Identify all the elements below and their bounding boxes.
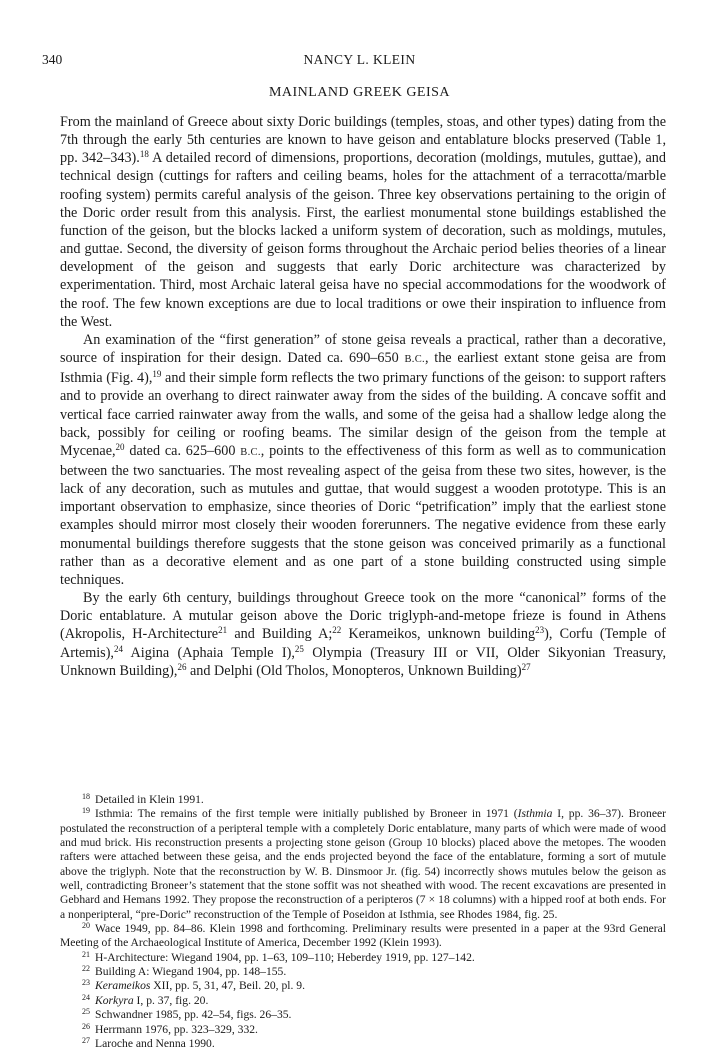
footnote-ref-18[interactable]: 18 bbox=[139, 149, 149, 160]
footnote-ref-22[interactable]: 22 bbox=[332, 625, 342, 636]
footnote-22: $^{22}$ Building A: Wiegand 1904, pp. 148–155. bbox=[82, 964, 287, 979]
footnote-23: $^{23}$ Kerameikos XII, pp. 5, 31, 47, Beil. 20, pl. 9. bbox=[82, 978, 305, 993]
footnote-20: $^{20}$ Wace 1949, pp. 84–86. Klein 1998 and forthcoming. Preliminary results were presented in a paper at the 93rd General Meeting of the Archaeological Institute of America, December 1992 (Klein 1993). bbox=[60, 921, 666, 950]
footnote-19: $^{19}$ Isthmia: The remains of the first temple were initially published by Broneer in 1971 (Isthmia I, pp. 36–37). Broneer postulated the reconstruction of a peripteral temple with a completely Doric entablature, many parts of which were made of wood and mud brick. His reconstruction presents a projecting stone geison (Group 10 blocks) placed above the metopes. The wooden rafters were attached between these geisa, and the ends projected beyond the face of the entablature, forming a sort of mutule above the triglyph. Note that the reconstruction by W. B. Dinsmoor Jr. (fig. 54) incorrectly shows mutules below the geison as well, contradicting Broneer’s statement that the stone soffit was not sheathed with wood. The recent excavations are presented in Gebhard and Hemans 1992. They propose the reconstruction of a peripteros (7 × 18 columns) with a hipped roof at both ends. For a nonperipteral, “pre-Doric” reconstruction of the Temple of Poseidon at Isthmia, see Rhodes 1984, fig. 25. bbox=[60, 806, 666, 921]
section-title: MAINLAND GREEK GEISA bbox=[268, 85, 451, 100]
running-author: NANCY L. KLEIN bbox=[303, 52, 416, 67]
footnote-ref-23[interactable]: 23 bbox=[535, 625, 545, 636]
footnote-ref-21[interactable]: 21 bbox=[218, 625, 228, 636]
footnote-ref-20[interactable]: 20 bbox=[115, 441, 125, 452]
footnote-ref-19[interactable]: 19 bbox=[152, 369, 162, 380]
paragraph-2: An examination of the “first generation” of stone geisa reveals a practical, rather than a decorative, source of inspiration for their design. Dated ca. 690–650 B.C., the earliest extant stone geisa are from Isthmia (Fig. 4),$^{19}$ and their simple form reflects the two primary functions of the geison: to support rafters and to provide an overhang to direct rainwater away from the sides of the building. A concave soffit and vertical face carried rainwater away from the walls, and some of the geisa had a shallow ledge along the back, possibly for ceiling or roofing beams. The similar design of the geison from the temple at Mycenae,$^{20}$ dated ca. 625–600 B.C., points to the effectiveness of this form as well as to communication between the two sanctuaries. The most revealing aspect of the geisa from these two sites, however, is the lack of any decoration, such as mutules and guttae, that would suggest a wooden prototype. This is an important observation to emphasize, since theories of Doric “petrification” imply that the earliest stone examples should mirror most closely their wooden forerunners. The negative evidence from these early monumental buildings therefore suggests that the stone geison was conceived primarily as a functional rather than as a decorative element and as one part of a stone building constructed using simple techniques. bbox=[60, 331, 666, 588]
footnote-24: $^{24}$ Korkyra I, p. 37, fig. 20. bbox=[82, 992, 209, 1007]
footnote-25: $^{25}$ Schwandner 1985, pp. 42–54, figs. 26–35. bbox=[82, 1007, 292, 1022]
footnote-ref-27[interactable]: 27 bbox=[521, 661, 531, 672]
body-text bbox=[60, 113, 666, 680]
footnote-ref-26[interactable]: 26 bbox=[177, 661, 187, 672]
paragraph-3: By the early 6th century, buildings throughout Greece took on the more “canonical” forms of the Doric entablature. A mutular geison above the Doric triglyph-and-metope frieze is found in Athens (Akropolis, H-Architecture$^{21}$ and Building A;$^{22}$ Kerameikos, unknown building$^{23}$), Corfu (Temple of Artemis),$^{24}$ Aigina (Aphaia Temple I),$^{25}$ Olympia (Treasury III or VII, Older Sikyonian Treasury, Unknown Building),$^{26}$ and Delphi (Old Tholos, Monopteros, Unknown Building)$^{27}$ bbox=[60, 590, 667, 679]
footnotes bbox=[60, 793, 666, 1051]
footnote-21: $^{21}$ H-Architecture: Wiegand 1904, pp. 1–63, 109–110; Heberdey 1919, pp. 127–142. bbox=[82, 949, 475, 964]
footnote-26: $^{26}$ Herrmann 1976, pp. 323–329, 332. bbox=[82, 1021, 258, 1036]
running-header bbox=[0, 52, 719, 72]
footnote-27: $^{27}$ Laroche and Nenna 1990. bbox=[82, 1035, 215, 1050]
footnote-ref-25[interactable]: 25 bbox=[294, 643, 304, 654]
footnote-ref-24[interactable]: 24 bbox=[113, 643, 123, 654]
paragraph-1: From the mainland of Greece about sixty Doric buildings (temples, stoas, and other types) dating from the 7th through the early 5th centuries are known to have geison and entablature blocks preserved (Table 1, pp. 342–343).$^{18}$ A detailed record of dimensions, proportions, decoration (moldings, mutules, guttae), and technical design (cuttings for rafters and ceiling beams, holes for the attachment of a terracotta/marble roofing system) permits careful analysis of the geison. Three key observations pertaining to the origin of the Doric order result from this analysis. First, the earliest monumental stone buildings established the function of the geison, but the blocks lacked a uniform system of decoration, such as moldings, mutules, and guttae. Second, the diversity of geison forms throughout the Archaic period belies theories of a linear development of the geison and suggests that early Doric architecture was characterized by experimentation. Third, most Archaic lateral geisa have no special accommodations for the woodwork of the roof. The few known exceptions are due to local traditions or owe their inspiration to influence from the West. bbox=[60, 114, 666, 330]
footnote-18: $^{18}$ Detailed in Klein 1991. bbox=[82, 792, 204, 806]
page-number: 340 bbox=[42, 52, 63, 67]
